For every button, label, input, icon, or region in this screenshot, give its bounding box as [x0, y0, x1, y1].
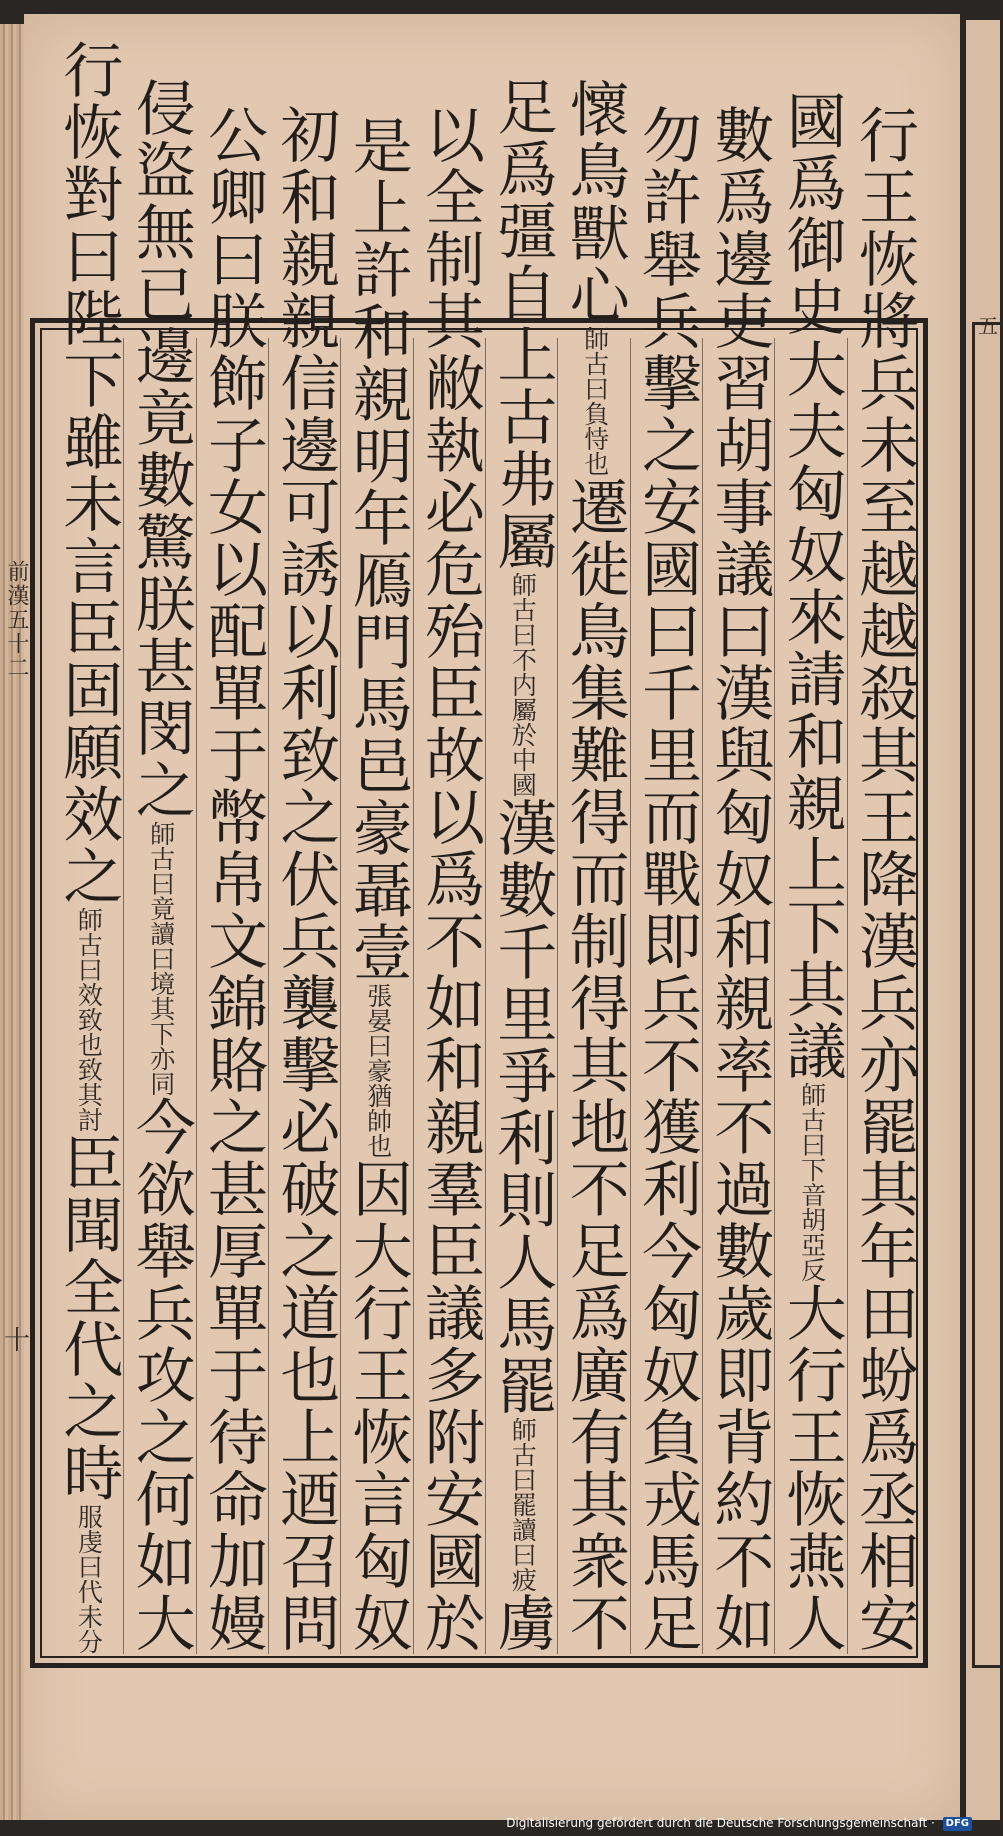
main-text: 因大行王恢言匈奴: [342, 1158, 413, 1654]
column-rule: [123, 338, 124, 1654]
commentary-note: 師古曰不内屬於中國: [508, 572, 538, 797]
commentary-note: 師古曰負恃也: [580, 326, 610, 476]
text-column: [341, 115, 413, 1654]
text-column: [848, 104, 920, 1654]
text-column: [197, 104, 269, 1654]
text-column: [558, 78, 630, 1654]
main-text: 數爲邊吏習胡事議曰漢與匈奴和親率不過數歲即背約不如: [704, 104, 775, 1654]
credit-text: Digitalisierung gefördert durch die Deutsche Forschungsgemeinschaft ·: [506, 1816, 935, 1830]
text-column: [414, 104, 486, 1654]
column-rule: [774, 338, 775, 1654]
commentary-note: 師古曰效致也致其討: [74, 907, 104, 1132]
text-column: [52, 39, 124, 1654]
next-leaf-mark: 五: [978, 314, 998, 338]
main-text: 足爲彊自上古弗屬: [487, 76, 558, 572]
main-text: 大行王恢燕人: [776, 1282, 847, 1654]
digitization-credit: [506, 1812, 972, 1834]
column-rule: [196, 338, 197, 1654]
commentary-note: 師古曰罷讀曰疲: [508, 1417, 538, 1592]
main-text: 是上許和親明年鴈門馬邑豪聶壹: [342, 115, 413, 983]
column-rule: [630, 338, 631, 1654]
text-column: [124, 77, 196, 1654]
main-text: 行恢對曰陛下雖未言臣固願效之: [53, 39, 124, 907]
column-rule: [847, 338, 848, 1654]
dfg-logo: DFG: [943, 1817, 972, 1831]
column-rule: [702, 338, 703, 1654]
text-column: [703, 104, 775, 1654]
main-text: 勿許舉兵擊之安國曰千里而戰即兵不獲利今匈奴負戎馬足: [632, 104, 703, 1654]
commentary-note: 張晏曰豪猶帥也: [363, 983, 393, 1158]
column-rule: [485, 338, 486, 1654]
text-column: [486, 76, 558, 1654]
main-text: 行王恢將兵未至越越殺其王降漢兵亦罷其年田蚡爲丞相安: [849, 104, 919, 1654]
column-rule: [340, 338, 341, 1654]
text-block: [52, 39, 920, 1654]
text-column: [269, 104, 341, 1654]
page-fore-edge: [0, 24, 26, 1820]
main-text: 臣聞全代之時: [53, 1132, 124, 1504]
main-text: 遷徙鳥集難得而制得其地不足爲廣有其衆不: [559, 476, 630, 1654]
main-text: 漢數千里爭利則人馬罷: [487, 797, 558, 1417]
main-text: 以全制其敝執必危殆臣故以爲不如和親羣臣議多附安國於: [415, 104, 486, 1654]
next-leaf-frame: [972, 322, 1003, 1668]
main-text: 國爲御史大夫匈奴來請和親上下其議: [776, 90, 847, 1082]
main-text: 懷鳥獸心: [559, 78, 630, 326]
column-rule: [557, 338, 558, 1654]
main-text: 公卿曰朕飾子女以配單于幣帛文錦賂之甚厚單于待命加嫚: [198, 104, 269, 1654]
banxin-title: 前漢五十二: [4, 560, 29, 680]
column-rule: [268, 338, 269, 1654]
commentary-note: 師古曰下音胡亞反: [797, 1082, 827, 1282]
main-text: 虜: [487, 1592, 558, 1654]
text-column: [631, 104, 703, 1654]
main-text: 初和親親信邊可誘以利致之伏兵襲擊必破之道也上迺召問: [270, 104, 341, 1654]
main-text: 侵盜無已邊竟數驚朕甚閔之: [125, 77, 196, 821]
leaf-number: 十: [4, 1326, 31, 1356]
column-rule: [413, 338, 414, 1654]
commentary-note: 服虔曰代未分: [74, 1504, 104, 1654]
main-text: 今欲舉兵攻之何如大: [125, 1096, 196, 1654]
commentary-note: 師古曰竟讀曰境其下亦同: [146, 821, 176, 1096]
text-column: [775, 90, 847, 1654]
